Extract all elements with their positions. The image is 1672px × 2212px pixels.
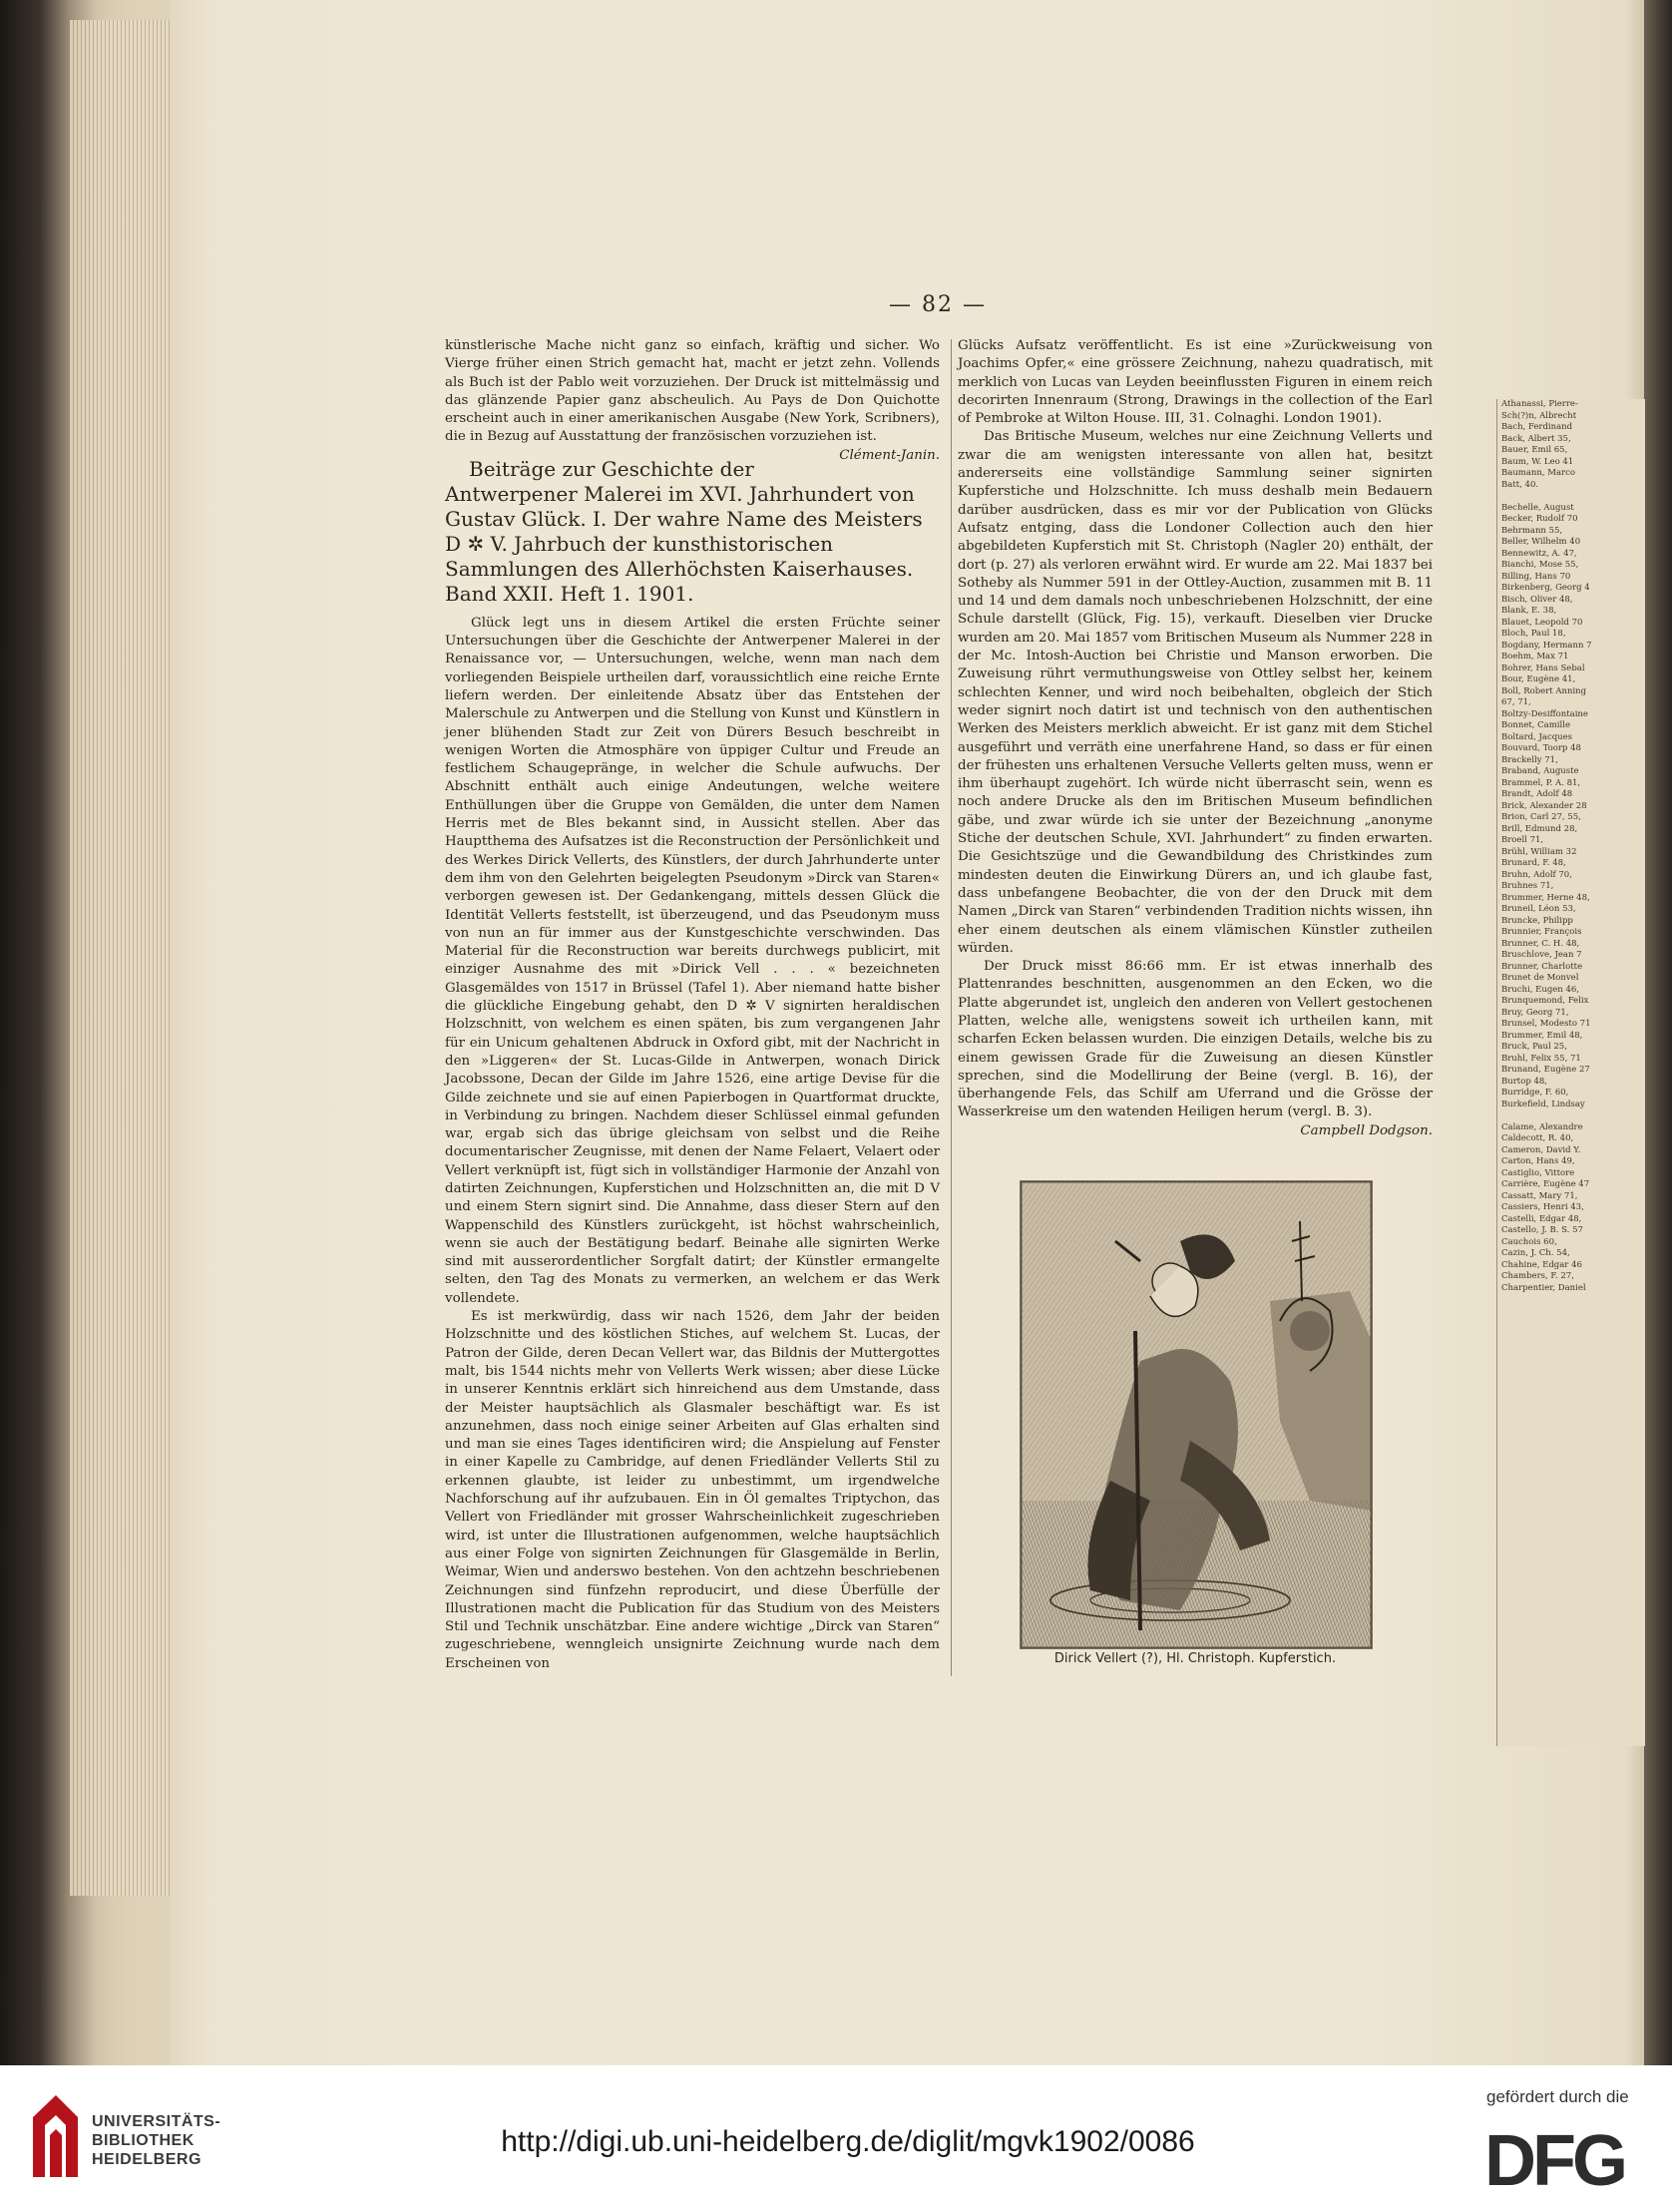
index-entry: Brammel, P. A. 81,: [1501, 777, 1581, 788]
index-entry: Bisch, Oliver 48,: [1501, 594, 1573, 605]
index-entry: Boltzy-Desiffontaine: [1501, 708, 1588, 719]
index-entry: Brunand, Eugène 27: [1501, 1065, 1590, 1075]
permalink-url[interactable]: http://digi.ub.uni-heidelberg.de/diglit/mgvk1902/0086: [501, 2125, 1195, 2158]
index-entry: Bruneil, Léon 53,: [1501, 904, 1576, 914]
index-entry: Boehm, Max 71: [1501, 652, 1569, 662]
index-page-strip: [1496, 399, 1645, 1746]
index-entry: Bruhn, Adolf 70,: [1501, 869, 1572, 880]
index-entry: Bour, Eugène 41,: [1501, 674, 1576, 684]
index-entry: Braband, Auguste: [1501, 766, 1579, 776]
index-entry: Castello, J. B. S. 57: [1501, 1225, 1583, 1235]
ub-heidelberg-logo-icon[interactable]: [28, 2087, 83, 2185]
intro-text: künstlerische Mache nicht ganz so einfach, kräftig und sicher. Wo Vierge früher einen Strich gemacht hat, macht er jetzt zehn. Vollends als Buch ist der Pablo weit vorzuziehen. Der Druck ist mittelmässig und das glänzende Papier ganz abscheulich. Au Pays de Don Quichotte erscheint auch in einer amerikanischen Ausgabe (New York, Scribners), die in Bezug auf Ausstattung der französischen vorzuziehen ist.: [445, 338, 940, 445]
index-entry: [1497, 1110, 1645, 1122]
index-entry: Bennewitz, A. 47,: [1501, 548, 1577, 559]
index-entry: Chahine, Edgar 46: [1501, 1259, 1582, 1270]
index-entry: Bohrer, Hans Sebal: [1501, 663, 1585, 673]
index-entry: Boll, Robert Anning: [1501, 685, 1587, 696]
index-entry: Becker, Rudolf 70: [1501, 514, 1578, 524]
index-entry: Brunnier, François: [1501, 927, 1582, 937]
index-entry: Blank, E. 38,: [1501, 606, 1557, 616]
index-entry: Broell 71,: [1501, 835, 1544, 845]
index-entry: Brummer, Emil 48,: [1501, 1030, 1583, 1041]
book-edge-shadow: [1644, 0, 1672, 2065]
index-entry: Cauchois 60,: [1501, 1236, 1557, 1247]
index-entry: Bach, Ferdinand: [1501, 422, 1573, 432]
index-entry: Carrière, Eugène 47: [1501, 1179, 1590, 1189]
viewer-footer: [0, 2065, 1672, 2212]
index-entry: Castelli, Edgar 48,: [1501, 1213, 1582, 1224]
index-entry: Boltard, Jacques: [1501, 731, 1573, 742]
index-entry: Carton, Hans 49,: [1501, 1156, 1575, 1166]
index-entry: Brick, Alexander 28: [1501, 800, 1587, 811]
engraving-caption: Dirick Vellert (?), Hl. Christoph. Kupferstich.: [1053, 1651, 1337, 1666]
index-entry: Brackelly 71,: [1501, 754, 1558, 765]
sponsor-label: gefördert durch die: [1486, 2087, 1629, 2106]
index-entry: Bechelle, August: [1501, 502, 1574, 513]
left-paragraph-2: Es ist merkwürdig, dass wir nach 1526, dem Jahr der beiden Holzschnitte und des köstlichen Stiches, auf welchem St. Lucas, der Patron der Gilde, deren Decan Vellert war, das Bildnis der Muttergottes malt, bis 1544 nichts mehr von Vellerts Werk wissen; aber diese Lücke in unserer Kenntnis erklärt sich hinreichend aus dem Umstande, dass der Meister hauptsächlich als Glasmaler beschäftigt war. Es ist anzunehmen, dass noch einige seiner Arbeiten auf Glas erhalten sind und man sie eines Tages identificiren wird; die Anspielung auf Fenster in einer Kapelle zu Cambridge, auf denen Friedländer Vellerts Stil zu erkennen glaubte, ist leider zu unbestimmt, um irgendwelche Nachforschung auf ihr aufzubauen. Ein in Öl gemaltes Triptychon, das Vellert von Friedländer mit grosser Wahrscheinlichkeit zugeschrieben wird, ist unter die Illustrationen aufgenommen, welche hauptsächlich aus einer Folge von signirten Zeichnungen für Glasgemälde in Berlin, Weimar, Wien und anderswo bestehen. Von den achtzehn beschriebenen Zeichnungen sind fünfzehn reproducirt, und diese Überfülle der Illustrationen macht die Publication für das Studium von des Meisters Stil und Technik unschätzbar. Eine andere wichtige „Dirck van Staren“ zugeschriebene, wenngleich unsignirte Zeichnung wurde nach dem Erscheinen von: [445, 1309, 940, 1671]
right-column: [958, 337, 1433, 1140]
index-entry: Brunard, F. 48,: [1501, 858, 1566, 868]
engraving-image: [1021, 1181, 1372, 1648]
right-paragraph-3: Der Druck misst 86:66 mm. Er ist etwas innerhalb des Plattenrandes beschnitten, ausgenommen an den Ecken, wo die Platte abgerundet ist, ungleich den anderen von Vellert gestochenen Platten, welche alle, wenigstens soweit ich urtheilen kann, mit scharfen Ecken belassen wurden. Die einzigen Details, welche bis zu einem gewissen Grade für die Zuweisung an diesen Künstler sprechen, sind die Modellirung der Beine (vergl. B. 16), der überhangende Fels, das Schilf am Uferrand und die Grösse der Wasserkreise um den watenden Heiligen herum (vergl. B. 3).: [958, 959, 1433, 1120]
dfg-logo-icon[interactable]: [1484, 2123, 1644, 2193]
index-entry: Charpentier, Daniel: [1501, 1282, 1586, 1293]
index-entry: Castiglio, Vittore: [1501, 1167, 1575, 1178]
index-entry: Bruhnes 71,: [1501, 881, 1554, 891]
article-heading: Beiträge zur Geschichte der Antwerpener Malerei im XVI. Jahrhundert von Gustav Glück. I. Der wahre Name des Meisters D ✲ V. Jahrbuch der kunsthistorischen Sammlungen des Allerhöchsten Kaiserhauses. Band XXII. Heft 1. 1901.: [445, 456, 923, 606]
engraving-st-christopher: [1020, 1180, 1373, 1649]
index-entry: Sch(?)n, Albrecht: [1501, 410, 1577, 421]
right-paragraph-1: Glücks Aufsatz veröffentlicht. Es ist eine »Zurückweisung von Joachims Opfer,« eine grössere Zeichnung, nahezu quadratisch, mit merklich von Lucas van Leyden beeinflussten Figuren in einem reich decorirten Innenraum (Strong, Drawings in the collection of the Earl of Pembroke at Wilton House. III, 31. Colnaghi. London 1901).: [958, 338, 1433, 427]
index-entry: [1497, 491, 1645, 503]
index-entry: Behrmann 55,: [1501, 525, 1563, 536]
index-entry: Bruschlove, Jean 7: [1501, 950, 1582, 960]
index-entry: Billing, Hans 70: [1501, 571, 1571, 582]
index-entry: Bloch, Paul 18,: [1501, 629, 1566, 639]
index-entry: Bonnet, Camille: [1501, 720, 1570, 730]
index-entry: Brill, Edmund 28,: [1501, 823, 1578, 834]
index-entry: Brunet de Monvel: [1501, 973, 1579, 983]
index-entry: Caldecott, R. 40,: [1501, 1133, 1574, 1143]
index-entry: Cameron, David Y.: [1501, 1144, 1581, 1155]
index-entry: Brühl, William 32: [1501, 846, 1577, 857]
index-entry: Brion, Carl 27, 55,: [1501, 812, 1581, 822]
index-entry: Bianchi, Mose 55,: [1501, 560, 1579, 570]
index-entry: Batt, 40.: [1501, 479, 1539, 490]
page-number: — 82 —: [889, 292, 987, 317]
index-entry: Burridge, F. 60,: [1501, 1088, 1569, 1098]
left-paragraph-1: Glück legt uns in diesem Artikel die ersten Früchte seiner Untersuchungen über die Geschichte der Antwerpener Malerei in der Renaissance vor, — Untersuchungen, welche, wenn man nach dem vorliegenden Beispiele urtheilen darf, voraussichtlich eine reiche Ernte liefern werden. Der einleitende Absatz über das Entstehen der Malerschule zu Antwerpen und die Stellung von Kunst und Künstlern in jener blühenden Stadt zur Zeit von Dürers Besuch beschreibt in wenigen Worten die Atmosphäre von üppiger Cultur und Freude an festlichem Schaugepränge, in welcher die Schule aufwuchs. Der Abschnitt enthält auch einige Andeutungen, welche weitere Enthüllungen über die Gruppe von Gemälden, die unter dem Namen Herris met de Bles bekannt sind, in Aussicht stellen. Aber das Hauptthema des Aufsatzes ist die Reconstruction der Persönlichkeit und des Werkes Dirick Vellerts, des Künstlers, der durch Jahrhunderte unter dem ihm von den Gelehrten beigelegten Pseudonym »Dirck van Staren« verborgen gewesen ist. Der Gedankengang, mittels dessen Glück die Identität Vellerts feststellt, ist überzeugend, und das Pseudonym muss von nun an für immer aus der Kunstgeschichte verschwinden. Das Material für die Reconstruction war bereits durchwegs publicirt, mit einziger Ausnahme des mit »Dirick Vell . . . « bezeichneten Glasgemäldes von 1517 in Brüssel (Tafel 1). Aber niemand hatte bisher die glückliche Eingebung gehabt, den D ✲ V signirten heraldischen Holzschnitt, von welchem es einen späten, bis zum vergangenen Jahr für ein Unicum gehaltenen Abdruck in Oxford gibt, mit der Nachricht in den »Liggeren« der St. Lucas-Gilde in Antwerpen, wonach Dirick Jacobssone, Decan der Gilde im Jahre 1526, eine artige Devise für die Gilde zeichnete und sie auf einen Papierbogen in Quartformat druckte, in Verbindung zu bringen. Nachdem dieser Schlüssel einmal gefunden war, ergab sich das übrige gleichsam von selbst und die Reihe documentarischer Zeugnisse, mit denen der Name Felaert, Velaert oder Vellert verknüpft ist, fügt sich in vollständiger Harmonie der Anzahl von datirten Zeichnungen, Kupferstichen und Holzschnitten an, die mit D V und einem Stern signirt sind. Die Annahme, dass dieser Stern auf den Wappenschild des Künstlers zurückgeht, ist höchst wahrscheinlich, wenn sie auch der Bestätigung bedarf. Beinahe alle signirten Werke sind mit ausserordentlicher Sorgfalt datirt; der Künstler ermangelte selten, den Tag des Monats zu vermerken, an welchem er das Werk vollendete.: [445, 615, 940, 1306]
index-entry: Cazin, J. Ch. 54,: [1501, 1248, 1570, 1258]
index-entry: Bogdany, Hermann 7: [1501, 640, 1592, 651]
index-entry: Brunquemond, Felix: [1501, 996, 1589, 1006]
index-entry: Athanassi, Pierre-: [1501, 399, 1578, 409]
article-signature: Campbell Dodgson.: [1300, 1122, 1433, 1138]
index-entry: Bruncke, Philipp: [1501, 915, 1573, 926]
index-entry: Bruhl, Felix 55, 71: [1501, 1053, 1581, 1064]
intro-signature: Clément-Janin.: [839, 447, 940, 463]
ub-heidelberg-logo-text[interactable]: UNIVERSITÄTS- BIBLIOTHEK HEIDELBERG: [92, 2113, 221, 2168]
index-entry: Bouvard, Toorp 48: [1501, 743, 1581, 753]
index-entry: Birkenberg, Georg 4: [1501, 583, 1590, 593]
index-entry: Brunsel, Modesto 71: [1501, 1019, 1591, 1029]
index-entry: Bruy, Georg 71,: [1501, 1007, 1569, 1018]
index-entry: Chambers, F. 27,: [1501, 1271, 1574, 1281]
index-entry: Baum, W. Leo 41: [1501, 456, 1574, 467]
index-entry: Bruck, Paul 25,: [1501, 1042, 1567, 1052]
index-entry: Burtop 48,: [1501, 1076, 1547, 1087]
index-entry: Beller, Wilhelm 40: [1501, 537, 1581, 547]
right-paragraph-2: Das Britische Museum, welches nur eine Zeichnung Vellerts und zwar die am wenigsten interessante von allen hat, besitzt andererseits eine vollständige Sammlung seiner signirten Kupferstiche und Holzschnitte. Ich muss deshalb mein Bedauern darüber ausdrücken, dass es mir vor der Publication von Glücks Aufsatz entging, dass die Londoner Collection auch den hier abgebildeten Kupferstich mit St. Christoph (Nagler 20) enthält, der dort (p. 27) als verloren erwähnt wird. Er wurde am 22. Mai 1837 bei Sotheby als Nummer 591 in der Ottley-Auction, zusammen mit B. 11 und 14 und dem damals noch unbeschriebenen Holzschnitt, der eine Schule darstellt (Glück, Fig. 15), verkauft. Dieselben vier Drucke wurden am 20. Mai 1857 vom Britischen Museum als Nummer 228 in der Mc. Intosh-Auction bei Christie und Manson erworben. Die Zuweisung rührt vermuthungsweise von Ottley selbst her, keinem schlechten Kenner, und wird noch beibehalten, obgleich der Stich weder signirt noch datirt ist und technisch von den authentischen Werken des Meisters merklich abweicht. Er ist ganz mit dem Stichel ausgeführt und verräth eine unerfahrene Hand, so dass er für einen der frühesten uns erhaltenen Versuche Vellerts gelten muss, wenn er ihm überhaupt zugehört. Ich würde nicht überrascht sein, wenn es noch andere Drucke als den im Britischen Museum befindlichen gäbe, und zwar würde ich sie unter der Bezeichnung „anonyme Stiche der deutschen Schule, XVI. Jahrhundert“ zu finden erwarten. Die Gesichtszüge und die Gewandbildung des Christkindes zum mindesten deuten die Einwirkung Dürers an, und ich glaube fast, dass unbefangene Beobachter, die von der den Druck mit dem Namen „Dirck van Staren“ verbindenden Tradition nichts wissen, ihn eher einem deutschen als einem vlämischen Künstler zutheilen würden.: [958, 429, 1433, 956]
left-column: [445, 337, 940, 1673]
index-entry: Brummer, Herne 48,: [1501, 892, 1590, 903]
column-divider: [951, 339, 952, 1676]
index-entry: 67, 71,: [1501, 697, 1531, 707]
index-entry: Brunner, C. H. 48,: [1501, 938, 1580, 949]
index-entry: Baumann, Marco: [1501, 468, 1575, 478]
index-entry: Burkefield, Lindsay: [1501, 1099, 1585, 1109]
index-entry: Bruchi, Eugen 46,: [1501, 984, 1579, 995]
index-entry: Blauet, Leopold 70: [1501, 617, 1583, 628]
index-entry: Bauer, Emil 65,: [1501, 445, 1568, 455]
index-entry: Back, Albert 35,: [1501, 433, 1571, 444]
index-entry: Brunner, Charlotte: [1501, 961, 1583, 972]
index-entry: Brandt, Adolf 48: [1501, 789, 1573, 799]
index-entry: Cassatt, Mary 71,: [1501, 1190, 1578, 1201]
svg-text:DFG: DFG: [1484, 2123, 1624, 2193]
index-entry: Calame, Alexandre: [1501, 1121, 1583, 1132]
index-entry: Cassiers, Henri 43,: [1501, 1202, 1584, 1212]
